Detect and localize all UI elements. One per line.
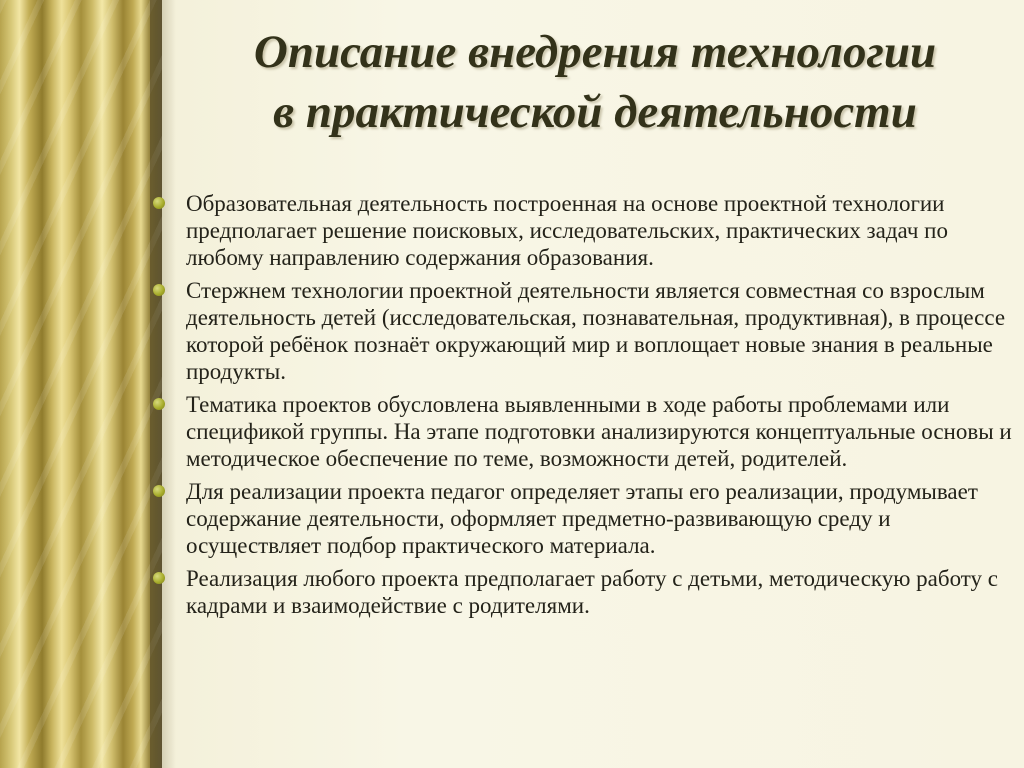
list-item (152, 277, 1012, 385)
list-item-text: Образовательная деятельность построенная на основе проектной технологии предполагает решение поисковых, исследовательских, практических задач по любому направлению содержания образования. (186, 191, 948, 270)
bullet-icon (153, 284, 165, 296)
bullet-icon (153, 197, 165, 209)
list-item-text: Стержнем технологии проектной деятельности является совместная со взрослым деятельность детей (исследовательская, познавательная, продуктивная), в процессе которой ребёнок познаёт окружающий мир и воплощает новые знания в реальные продукты. (186, 278, 1006, 384)
slide-title-line-2: в практической деятельности (273, 86, 917, 138)
list-item-text: Реализация любого проекта предполагает работу с детьми, методическую работу с кадрами и взаимодействие с родителями. (186, 566, 998, 618)
list-item (152, 565, 1012, 619)
list-item-text: Тематика проектов обусловлена выявленными в ходе работы проблемами или спецификой группы. На этапе подготовки анализируются концептуальные основы и методическое обеспечение по теме, возможности детей, родителей. (186, 392, 1012, 471)
gold-pillar-decoration (0, 0, 162, 768)
slide-title (180, 22, 1010, 142)
bullet-icon (153, 572, 165, 584)
bullet-list (152, 190, 1012, 625)
bullet-icon (153, 398, 165, 410)
list-item (152, 391, 1012, 472)
list-item (152, 478, 1012, 559)
list-item (152, 190, 1012, 271)
slide-title-line-1: Описание внедрения технологии (253, 26, 937, 78)
list-item-text: Для реализации проекта педагог определяет этапы его реализации, продумывает содержание деятельности, оформляет предметно-развивающую среду и осуществляет подбор практического материала. (186, 479, 978, 558)
bullet-icon (153, 485, 165, 497)
